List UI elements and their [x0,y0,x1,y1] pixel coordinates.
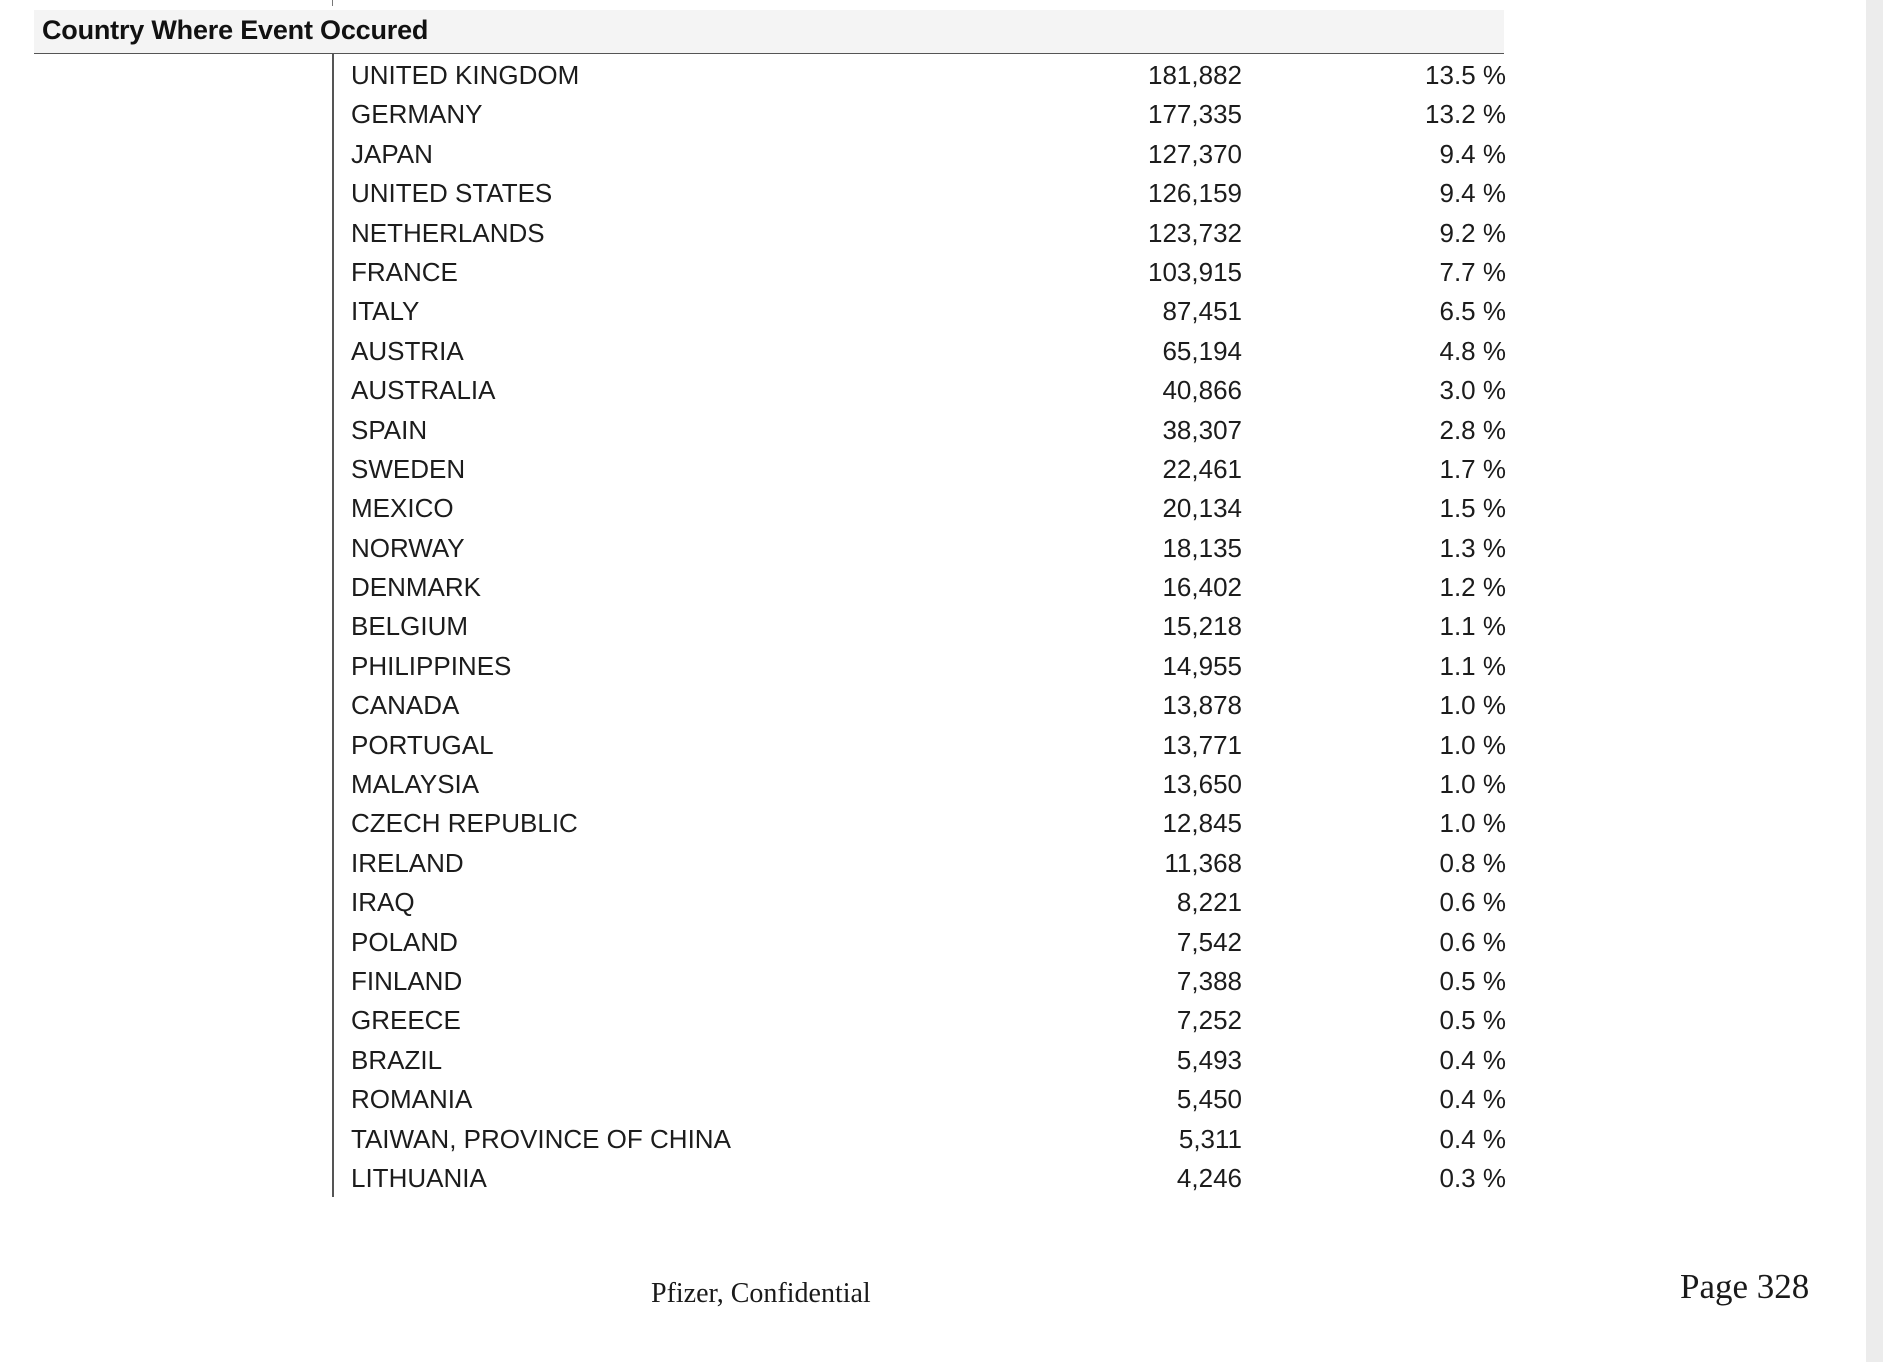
country-cell: LITHUANIA [351,1162,487,1193]
table-divider-top [332,0,333,6]
table-row [0,174,1883,213]
country-cell: UNITED STATES [351,178,553,209]
table-row [0,607,1883,646]
table-row [0,489,1883,528]
table-row [0,56,1883,95]
percent-cell: 9.4 % [1439,178,1506,209]
count-cell: 40,866 [1162,375,1242,406]
count-cell: 13,650 [1162,769,1242,800]
table-row [0,450,1883,489]
percent-cell: 0.4 % [1439,1084,1506,1115]
country-cell: PHILIPPINES [351,650,512,681]
table-row [0,292,1883,331]
table-header-title: Country Where Event Occured [42,15,429,45]
count-cell: 11,368 [1164,847,1242,878]
count-cell: 8,221 [1176,887,1242,918]
table-row [0,883,1883,922]
country-cell: BRAZIL [351,1044,443,1075]
table-row [0,1120,1883,1159]
country-cell: IRELAND [351,847,464,878]
count-cell: 126,159 [1148,178,1242,209]
count-cell: 181,882 [1148,60,1242,90]
table-row [0,962,1883,1001]
count-cell: 7,388 [1176,965,1242,996]
percent-cell: 1.7 % [1439,453,1506,484]
table-row [0,1080,1883,1119]
count-cell: 5,450 [1176,1084,1242,1115]
percent-cell: 6.5 % [1439,296,1506,327]
country-cell: FINLAND [351,965,463,996]
count-cell: 20,134 [1162,493,1242,524]
count-cell: 5,493 [1176,1044,1242,1075]
table-row [0,95,1883,134]
country-cell: AUSTRALIA [351,375,496,406]
count-cell: 7,542 [1176,926,1242,957]
country-cell: POLAND [351,926,458,957]
table-body [0,56,1883,1198]
country-cell: SWEDEN [351,453,466,484]
count-cell: 38,307 [1162,414,1242,445]
country-cell: TAIWAN, PROVINCE OF CHINA [351,1123,731,1154]
country-cell: FRANCE [351,256,458,287]
table-row [0,844,1883,883]
table-row [0,765,1883,804]
count-cell: 123,732 [1148,217,1242,248]
percent-cell: 0.6 % [1439,926,1506,957]
percent-cell: 0.6 % [1439,887,1506,918]
country-cell: JAPAN [351,138,433,169]
table-row [0,411,1883,450]
table-row [0,332,1883,371]
country-cell: MEXICO [351,493,454,524]
table-row [0,726,1883,765]
count-cell: 87,451 [1162,296,1242,327]
table-row [0,253,1883,292]
count-cell: 22,461 [1162,453,1242,484]
percent-cell: 1.1 % [1439,650,1506,681]
table-row [0,647,1883,686]
percent-cell: 2.8 % [1439,414,1506,445]
percent-cell: 9.2 % [1439,217,1506,248]
count-cell: 103,915 [1148,256,1242,287]
count-cell: 14,955 [1162,650,1242,681]
country-cell: MALAYSIA [351,769,480,800]
count-cell: 127,370 [1148,138,1242,169]
footer-page-number: Page 328 [1680,1267,1810,1306]
footer-confidential: Pfizer, Confidential [651,1278,871,1309]
percent-cell: 0.5 % [1439,1005,1506,1036]
percent-cell: 1.0 % [1439,769,1506,800]
percent-cell: 3.0 % [1439,375,1506,406]
table-row [0,135,1883,174]
country-cell: NETHERLANDS [351,217,545,248]
table-row [0,529,1883,568]
percent-cell: 0.4 % [1439,1044,1506,1075]
percent-cell: 0.8 % [1439,847,1506,878]
country-cell: CZECH REPUBLIC [351,808,578,839]
percent-cell: 13.2 % [1425,99,1506,130]
count-cell: 65,194 [1162,335,1242,366]
table-row [0,923,1883,962]
country-cell: ROMANIA [351,1084,473,1115]
percent-cell: 1.3 % [1439,532,1506,563]
country-cell: ITALY [351,296,420,327]
percent-cell: 7.7 % [1439,256,1506,287]
country-cell: BELGIUM [351,611,469,642]
percent-cell: 1.0 % [1439,729,1506,760]
country-cell: IRAQ [351,887,415,918]
percent-cell: 1.0 % [1439,690,1506,721]
percent-cell: 1.1 % [1439,611,1506,642]
country-cell: PORTUGAL [351,729,494,760]
percent-cell: 1.2 % [1439,572,1506,603]
percent-cell: 1.5 % [1439,493,1506,524]
percent-cell: 9.4 % [1439,138,1506,169]
country-cell: AUSTRIA [351,335,464,366]
table-row [0,804,1883,843]
percent-cell: 13.5 % [1425,60,1506,90]
count-cell: 16,402 [1162,572,1242,603]
count-cell: 13,878 [1162,690,1242,721]
percent-cell: 0.3 % [1439,1162,1506,1193]
percent-cell: 1.0 % [1439,808,1506,839]
country-cell: GERMANY [351,99,483,130]
table-row [0,568,1883,607]
table-header-bar [34,10,1504,54]
table-row [0,686,1883,725]
country-cell: GREECE [351,1005,461,1036]
table-row [0,1159,1883,1198]
country-cell: CANADA [351,690,460,721]
percent-cell: 0.5 % [1439,965,1506,996]
percent-cell: 4.8 % [1439,335,1506,366]
table-row [0,214,1883,253]
count-cell: 18,135 [1162,532,1242,563]
table-row [0,1001,1883,1040]
country-cell: SPAIN [351,414,428,445]
count-cell: 13,771 [1162,729,1242,760]
table-row [0,371,1883,410]
count-cell: 12,845 [1162,808,1242,839]
country-cell: NORWAY [351,532,465,563]
percent-cell: 0.4 % [1439,1123,1506,1154]
count-cell: 4,246 [1176,1162,1242,1193]
count-cell: 177,335 [1148,99,1242,130]
table-row [0,1041,1883,1080]
count-cell: 5,311 [1178,1123,1242,1154]
country-cell: DENMARK [351,572,482,603]
country-cell: UNITED KINGDOM [351,60,580,90]
count-cell: 7,252 [1176,1005,1242,1036]
count-cell: 15,218 [1162,611,1242,642]
